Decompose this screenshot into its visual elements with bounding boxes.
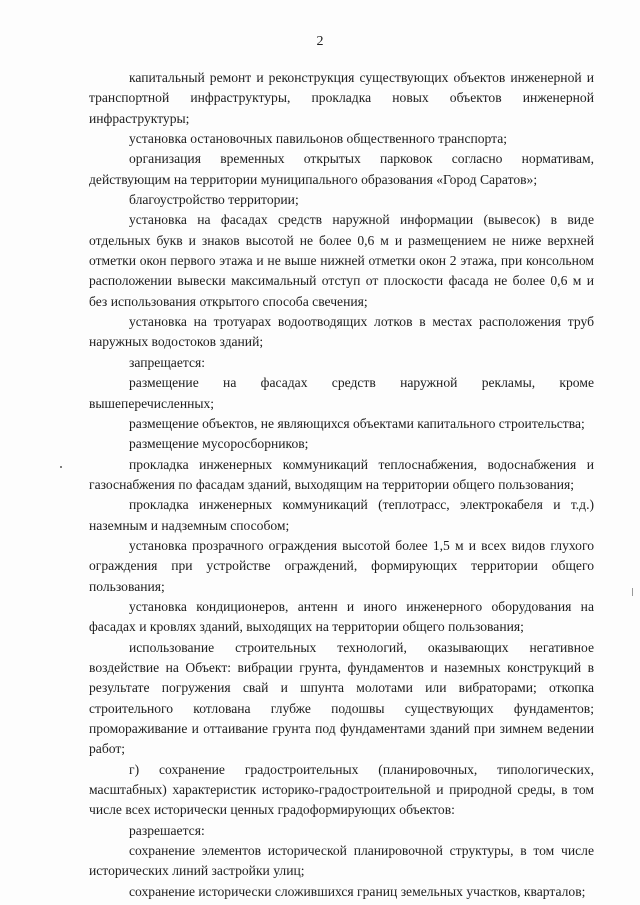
- paragraph: установка на тротуарах водоотводящих лотков в местах расположения труб наружных водостоков зданий;: [89, 314, 594, 350]
- paragraph: разрешается:: [129, 822, 205, 838]
- document-body: [89, 68, 594, 902]
- paragraph: запрещается:: [129, 354, 206, 370]
- page-number: 2: [316, 34, 324, 49]
- paragraph: установка прозрачного ограждения высотой более 1,5 м и всех видов глухого ограждения при устройстве ограждений, формирующих территории общего пользования;: [89, 537, 594, 594]
- paragraph: установка остановочных павильонов общественного транспорта;: [129, 131, 508, 147]
- paragraph: г) сохранение градостроительных (планировочных, типологических, масштабных) характеристик историко-градостроительной и природной среды, в том числе всех исторически ценных градоформирующих объектов:: [89, 761, 594, 818]
- paragraph: прокладка инженерных коммуникаций (теплотрасс, электрокабеля и т.д.) наземным и надземным способом;: [89, 497, 594, 533]
- paragraph: установка на фасадах средств наружной информации (вывесок) в виде отдельных букв и знаков высотой не более 0,6 м и размещением не ниже верхней отметки окон первого этажа и не выше нижней отметки окон 2 этажа, при консольном расположении вывески максимальный отступ от плоскости фасада не более 0,6 м и без использования открытого способа свечения;: [89, 212, 594, 309]
- scan-edge-mark: [632, 588, 633, 596]
- scan-speck: [60, 466, 62, 468]
- paragraph: использование строительных технологий, оказывающих негативное воздействие на Объект: вибрации грунта, фундаментов и наземных конструкций в результате погружения свай и шпунта молотами или вибраторами; откопка строительного котлована глубже подошвы существующих фундаментов; промораживание и оттаивание грунта под фундаментами зданий при зимнем ведении работ;: [89, 639, 594, 757]
- paragraph: благоустройство территории;: [129, 192, 299, 208]
- paragraph: установка кондиционеров, антенн и иного инженерного оборудования на фасадах и кровлях зданий, выходящих на территории общего пользования;: [89, 598, 594, 635]
- paragraph: сохранение исторически сложившихся границ земельных участков, кварталов;: [129, 883, 586, 899]
- paragraph: размещение объектов, не являющихся объектами капитального строительства;: [129, 415, 585, 431]
- paragraph: сохранение элементов исторической планировочной структуры, в том числе исторических линий застройки улиц;: [89, 843, 594, 879]
- paragraph: размещение на фасадах средств наружной рекламы, кроме вышеперечисленных;: [89, 375, 594, 411]
- paragraph: размещение мусоросборников;: [129, 436, 309, 452]
- paragraph: прокладка инженерных коммуникаций теплоснабжения, водоснабжения и газоснабжения по фасадам зданий, выходящим на территории общего пользования;: [89, 456, 594, 492]
- paragraph: капитальный ремонт и реконструкция существующих объектов инженерной и транспортной инфраструктуры, прокладка новых объектов инженерной инфраструктуры;: [89, 70, 594, 126]
- paragraph: организация временных открытых парковок согласно нормативам, действующим на территории муниципального образования «Город Саратов»;: [89, 151, 594, 187]
